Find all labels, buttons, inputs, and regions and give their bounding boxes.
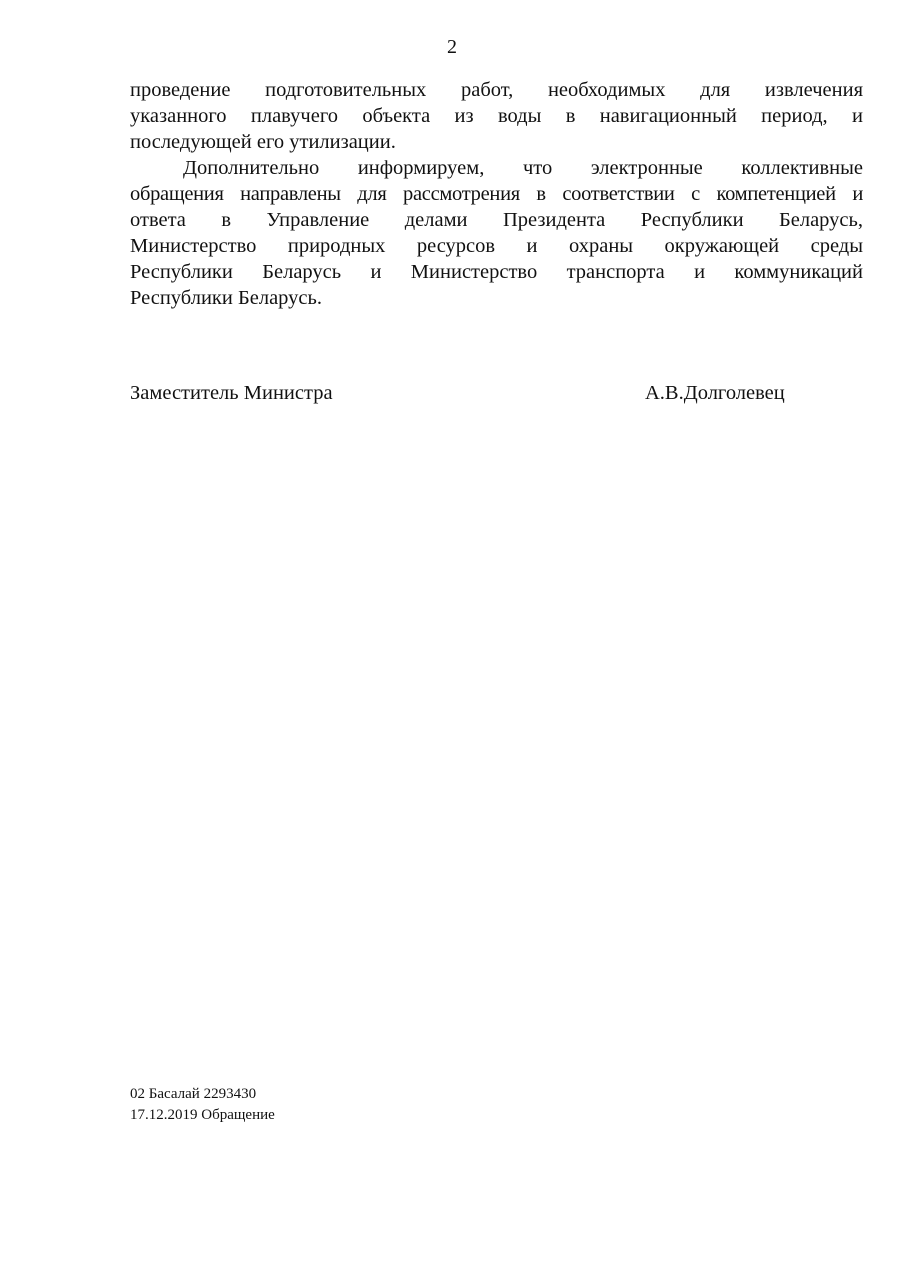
body-line: обращения направлены для рассмотрения в соответствии с компетенцией и (130, 183, 863, 205)
body-line: последующей его утилизации. (130, 131, 396, 153)
body-line: Республики Беларусь и Министерство транспорта и коммуникаций (130, 261, 863, 283)
body-line: Республики Беларусь. (130, 287, 322, 309)
page-number: 2 (447, 36, 457, 58)
signatory-position: Заместитель Министра (130, 382, 333, 404)
body-line: указанного плавучего объекта из воды в навигационный период, и (130, 105, 863, 127)
document-footer (130, 1084, 275, 1126)
signatory-name: А.В.Долголевец (645, 382, 785, 404)
body-line: Дополнительно информируем, что электронные коллективные (183, 157, 863, 179)
body-line: Министерство природных ресурсов и охраны окружающей среды (130, 235, 863, 257)
document-body (130, 77, 863, 311)
footer-executor: 02 Басалай 2293430 (130, 1086, 257, 1102)
body-line: ответа в Управление делами Президента Республики Беларусь, (130, 209, 863, 231)
body-line: проведение подготовительных работ, необходимых для извлечения (130, 79, 863, 101)
footer-date: 17.12.2019 Обращение (130, 1107, 275, 1123)
